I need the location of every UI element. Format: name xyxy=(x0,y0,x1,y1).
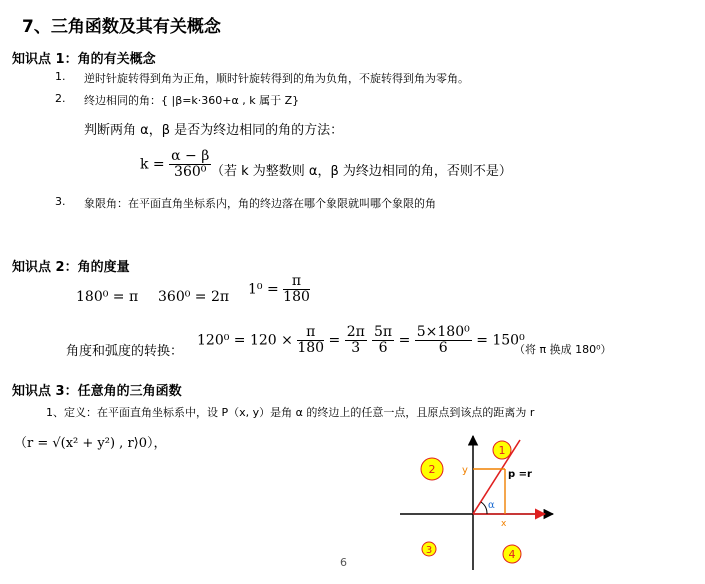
alpha-label: α xyxy=(488,500,495,511)
quadrant-3-label: 3 xyxy=(425,545,433,556)
page-number: 6 xyxy=(340,556,347,569)
kp3-r-formula: （r = √(x² + y²) , r⟩0）， xyxy=(14,436,167,451)
kp2-conv-a xyxy=(197,325,367,356)
quadrant-4-label: 4 xyxy=(508,548,516,561)
conv-a-lhs: 120⁰ = 120 × xyxy=(197,332,293,349)
kp2-conv-b xyxy=(372,325,525,356)
kp3-definition: 1、定义：在平面直角坐标系中，设 P（x, y）是角 α 的终边上的任意一点，且原点到该点的距离为 r xyxy=(46,406,535,419)
x-label: x xyxy=(501,519,507,529)
kp1-k-note: （若 k 为整数则 α，β 为终边相同的角，否则不是） xyxy=(211,164,512,179)
kp2-conv-label: 角度和弧度的转换： xyxy=(66,344,184,359)
kp1-item1-text: 逆时针旋转得到角为正角，顺时针旋转得到的角为负角，不旋转得到角为零角。 xyxy=(84,72,469,85)
conv-b-eq: = xyxy=(398,332,411,349)
conv-b-fraction1 xyxy=(372,325,394,356)
kp1-item3-num: 3. xyxy=(55,195,66,208)
eq3-lhs: 1⁰ = xyxy=(248,281,279,298)
page-title: 7、三角函数及其有关概念 xyxy=(22,17,221,37)
k-numerator: α − β xyxy=(171,148,210,164)
kp2-conv-note: （将 π 换成 180⁰） xyxy=(514,343,612,356)
kp1-heading: 知识点 1：角的有关概念 xyxy=(12,52,156,67)
conv-a-den: 180 xyxy=(297,340,325,356)
y-label: y xyxy=(462,465,468,476)
kp1-k-formula xyxy=(140,149,211,180)
conv-a-eq: = xyxy=(328,332,341,349)
kp1-item2-text: 终边相同的角：{ |β=k·360+α , k 属于 Z} xyxy=(84,94,300,107)
angle-arc xyxy=(481,502,487,514)
conv-a-res-den: 3 xyxy=(351,340,361,356)
quadrant-diagram xyxy=(395,432,560,572)
kp2-eq2: 360⁰ = 2π xyxy=(158,289,230,305)
conv-b-den: 6 xyxy=(378,340,388,356)
conv-a-fraction xyxy=(297,325,324,356)
conv-b-num2: 5×180⁰ xyxy=(416,324,470,340)
conv-a-num: π xyxy=(297,325,324,341)
kp1-item2-num: 2. xyxy=(55,92,66,105)
kp2-heading: 知识点 2：角的度量 xyxy=(12,260,130,275)
p-label: p =r xyxy=(508,469,532,480)
kp1-item1-num: 1. xyxy=(55,70,66,83)
kp1-item3-text: 象限角：在平面直角坐标系内，角的终边落在哪个象限就叫哪个象限的角 xyxy=(84,197,436,210)
eq3-fraction xyxy=(283,274,310,305)
conv-a-res-num: 2π xyxy=(346,324,365,340)
k-fraction xyxy=(169,149,211,180)
kp1-method-intro: 判断两角 α，β 是否为终边相同的角的方法： xyxy=(84,123,344,138)
conv-b-result: = 150⁰ xyxy=(476,332,525,349)
conv-a-result xyxy=(345,325,367,356)
quadrant-2-label: 2 xyxy=(428,463,436,476)
eq3-den: 180 xyxy=(283,289,310,305)
conv-b-num: 5π xyxy=(374,324,393,340)
eq3-num: π xyxy=(283,274,310,290)
kp3-heading: 知识点 3：任意角的三角函数 xyxy=(12,384,182,399)
k-lhs: k = xyxy=(140,156,165,173)
kp2-eq1: 180⁰ = π xyxy=(76,289,139,305)
k-denominator: 360⁰ xyxy=(174,164,207,180)
kp2-eq3 xyxy=(248,274,310,305)
quadrant-1-label: 1 xyxy=(498,444,506,457)
conv-b-fraction2 xyxy=(415,325,472,356)
conv-b-den2: 6 xyxy=(438,340,448,356)
